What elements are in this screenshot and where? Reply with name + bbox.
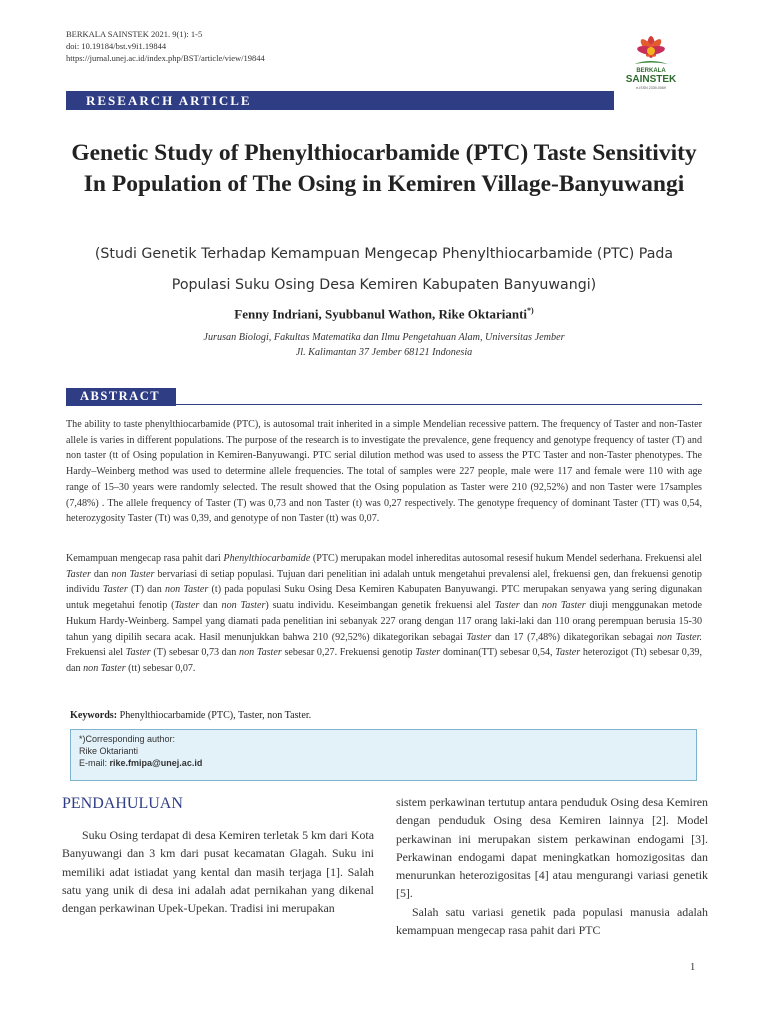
corresponding-heading: *)Corresponding author: — [79, 734, 176, 744]
email-link[interactable]: rike.fmipa@unej.ac.id — [109, 758, 203, 768]
paragraph: sistem perkawinan tertutup antara penduduk Osing desa Kemiren dengan penduduk Osing desa Kemiren lainnya [2]. Model perkawinan ini merupakan sistem perkawinan endogami [3]. Perkawinan endogami dapat meningkatkan homozigositas dan menurunkan heterozigositas [4] atau mengurangi variasi genetik [5]. — [396, 795, 708, 901]
corresponding-email-row — [79, 758, 202, 768]
affiliation-line-1: Jurusan Biologi, Fakultas Matematika dan Ilmu Pengetahuan Alam, Universitas Jember — [203, 332, 565, 343]
page-number: 1 — [690, 962, 696, 973]
section-heading: PENDAHULUAN — [62, 795, 183, 812]
abstract-english: The ability to taste phenylthiocarbamide (PTC), is autosomal trait inherited in a simple Mendelian recessive pattern. The frequency of Taster and non-Taster allele is varies in different populations. The purpose of the research is to investigate the prevalence, gene frequency and genotype frequency of taster (T) and non taster (tt of Osing population in Kemiren-Banyuwangi. PTC serial dilution method was used to assess the PTC Taster and non-Taster phenotypes. The Hardy–Weinberg method was used to determine allele frequencies. The total of samples were 227 people, male were 117 and female were 110 with age range of 15–30 years were randomly selected. The result showed that the Osing population as Taster were 210 (92,52%) and non Taster were 17samples (7,48%) . The allele frequency of Taster (T) was 0,73 and non Taster (t) was 0,27 respectively. The genotype frequency of dominant Taster (TT) was 0,54, heterozygosity Taster (Tt) was 0,39, and genotype of non Taster (tt) was 0,07. — [66, 419, 702, 525]
abstract-label: ABSTRACT — [80, 389, 161, 403]
affiliation — [70, 330, 698, 360]
email-label: E-mail: — [79, 758, 110, 768]
affiliation-line-2: Jl. Kalimantan 37 Jember 68121 Indonesia — [295, 347, 473, 358]
abstract-banner — [66, 388, 176, 406]
logo-issn: e-ISSN 2339-0069 — [636, 86, 666, 90]
paper-subtitle — [70, 239, 698, 301]
journal-doi: doi: 10.19184/bst.v9i1.19844 — [66, 41, 167, 51]
paper-title: Genetic Study of Phenylthiocarbamide (PTC) Taste Sensitivity In Population of The Osing in Kemiren Village-Banyuwangi — [71, 140, 697, 197]
corresponding-mark: *) — [527, 306, 534, 315]
journal-logo — [620, 34, 682, 92]
subtitle-line-1: (Studi Genetik Terhadap Kemampuan Mengecap Phenylthiocarbamide (PTC) Pada — [94, 246, 674, 262]
corresponding-author-box — [70, 729, 697, 781]
body-column-left — [62, 826, 374, 917]
logo-text-main: SAINSTEK — [625, 74, 677, 85]
abstract-indonesian: Kemampuan mengecap rasa pahit dari Phenylthiocarbamide (PTC) merupakan model inhereditas autosomal resesif hukum Mendel sederhana. Frekuensi alel Taster dan non Taster bervariasi di setiap populasi. Tujuan dari penelitian ini adalah untuk mengetahui prevalensi alel, frekuensi gen, dan frekuensi genotip individu Taster (T) dan non Taster (t) pada populasi Suku Osing Desa Kemiren Kabupaten Banyuwangi. PTC merupakan senyawa yang sering digunakan untuk megetahui fenotip (Taster dan non Taster) suatu individu. Keseimbangan genetik frekuensi alel Taster dan non Taster diuji menggunakan metode Hukum Hardy-Weinberg. Sampel yang diamati pada penelitian ini sebanyak 227 orang dengan 117 orang laki-laki dan 110 orang perempuan berusia 15-30 tahun yang dipilih secara acak. Hasil menunjukkan bahwa 210 (92,52%) dikategorikan sebagai Taster dan 17 (7,48%) dikategorikan sebagai non Taster. Frekuensi alel Taster (T) sebesar 0,73 dan non Taster sebesar 0,27. Frekuensi genotip Taster dominan(TT) sebesar 0,54, Taster heterozigot (Tt) sebesar 0,39, dan non Taster (tt) sebesar 0,07. — [66, 553, 703, 674]
keywords-label: Keywords: — [70, 710, 118, 721]
paragraph: Salah satu variasi genetik pada populasi manusia adalah kemampuan mengecap rasa pahit dari PTC — [396, 904, 708, 938]
keywords — [70, 710, 698, 721]
article-type-label: RESEARCH ARTICLE — [86, 93, 252, 108]
paragraph: Suku Osing terdapat di desa Kemiren terletak 5 km dari Kota Banyuwangi dan 3 km dari pusat kecamatan Glagah. Suku ini memiliki adat istiadat yang kental dan masih terjaga [1]. Salah satu yang unik di desa ini adalah adat pernikahan yang dikenal dengan perkawinan Upek-Upekan. Tradisi ini merupakan — [62, 828, 374, 916]
author-names: Fenny Indriani, Syubbanul Wathon, Rike Oktarianti — [234, 306, 528, 322]
journal-meta — [66, 28, 265, 64]
abstract-divider — [176, 404, 702, 405]
keywords-list: Phenylthiocarbamide (PTC), Taster, non Taster. — [117, 710, 312, 721]
subtitle-line-2: Populasi Suku Osing Desa Kemiren Kabupaten Banyuwangi) — [171, 277, 597, 293]
journal-url[interactable]: https://jurnal.unej.ac.id/index.php/BST/article/view/19844 — [66, 53, 265, 63]
article-type-banner — [66, 91, 614, 110]
authors — [70, 306, 698, 322]
logo-text-top: BERKALA — [636, 68, 666, 74]
corresponding-name: Rike Oktarianti — [79, 746, 139, 756]
body-column-right — [396, 793, 708, 939]
journal-citation: BERKALA SAINSTEK 2021. 9(1): 1-5 — [66, 29, 203, 39]
